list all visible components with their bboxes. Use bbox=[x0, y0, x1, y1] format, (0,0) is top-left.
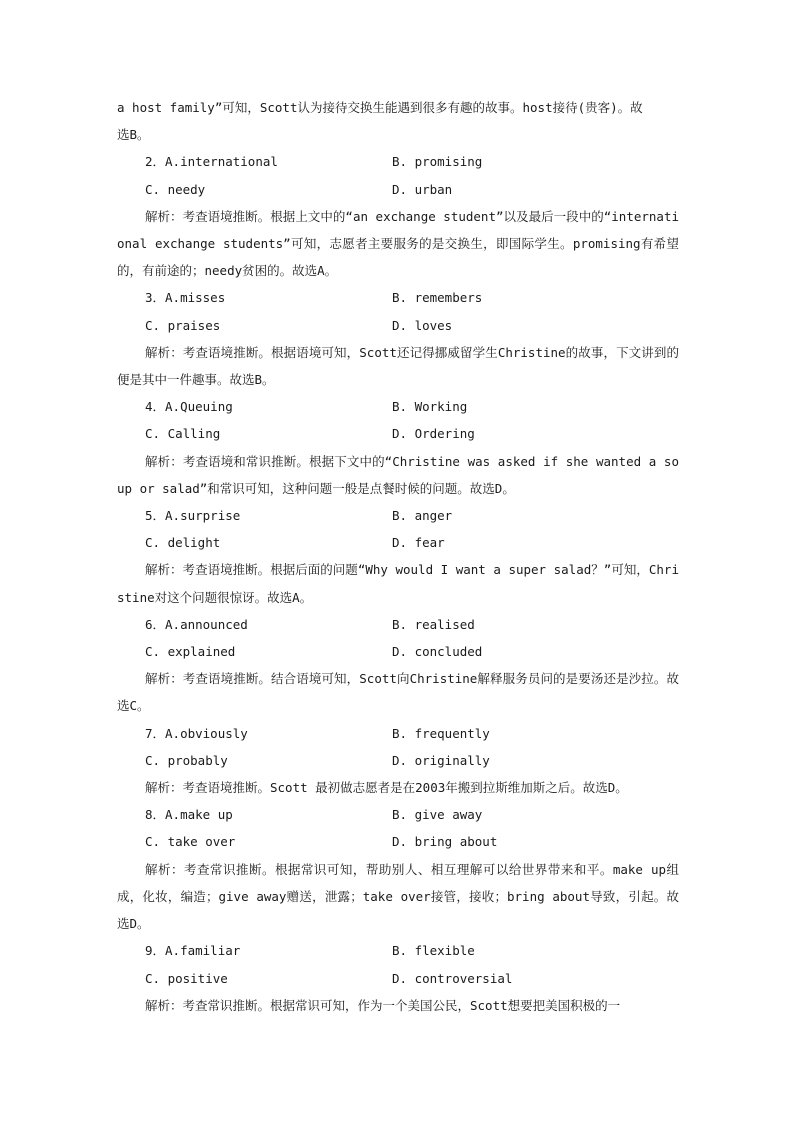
option-a: 6．A.announced bbox=[145, 616, 248, 632]
question-5 bbox=[117, 502, 679, 611]
option-b: B. Working bbox=[392, 399, 468, 415]
option-a: 2．A.international bbox=[145, 154, 278, 170]
options-row bbox=[117, 176, 679, 203]
question-7 bbox=[117, 720, 679, 802]
option-b: B. flexible bbox=[392, 943, 475, 959]
explanation: 解析：考查语境和常识推断。根据下文中的“Christine was asked if she wanted a soup or salad”和常识可知，这种问题一般是点餐时候的问题。故选D。 bbox=[117, 453, 679, 496]
question-6 bbox=[117, 611, 679, 720]
option-b: B. anger bbox=[392, 508, 453, 524]
explanation: 解析：考查语境推断。根据语境可知，Scott还记得挪威留学生Christine的故事，下文讲到的便是其中一件趣事。故选B。 bbox=[117, 344, 679, 388]
options-row bbox=[117, 284, 679, 311]
options-row bbox=[117, 611, 679, 638]
options-row bbox=[117, 965, 679, 992]
question-2 bbox=[117, 148, 679, 284]
option-c: C. probably bbox=[145, 752, 228, 768]
options-row bbox=[117, 720, 679, 747]
options-row bbox=[117, 393, 679, 420]
explanation: 解析：考查语境推断。根据上文中的“an exchange student”以及最后一段中的“international exchange students”可知，志愿者主要服务的是交换生，即国际学生。promising有希望的，有前途的；needy贫困的。故选A。 bbox=[117, 208, 679, 279]
option-d: D. concluded bbox=[392, 644, 483, 660]
option-c: C. needy bbox=[145, 181, 206, 197]
option-c: C. delight bbox=[145, 535, 221, 551]
option-d: D. controversial bbox=[392, 970, 513, 986]
explanation: 解析：考查语境推断。根据后面的问题“Why would I want a super salad？”可知，Christine对这个问题很惊讶。故选A。 bbox=[117, 562, 679, 605]
options-row bbox=[117, 937, 679, 964]
option-c: C. take over bbox=[145, 834, 236, 850]
options-row bbox=[117, 148, 679, 175]
options-row bbox=[117, 420, 679, 447]
question-3 bbox=[117, 284, 679, 393]
question-9 bbox=[117, 937, 679, 1019]
option-b: B. promising bbox=[392, 154, 483, 170]
options-row bbox=[117, 828, 679, 855]
options-row bbox=[117, 638, 679, 665]
option-d: D. Ordering bbox=[392, 426, 475, 442]
options-row bbox=[117, 312, 679, 339]
option-c: C. praises bbox=[145, 317, 221, 333]
options-row bbox=[117, 529, 679, 556]
option-b: B. frequently bbox=[392, 725, 490, 741]
option-d: D. bring about bbox=[392, 834, 498, 850]
question-4 bbox=[117, 393, 679, 502]
options-row bbox=[117, 502, 679, 529]
explanation: 解析：考查常识推断。根据常识可知，帮助别人、相互理解可以给世界带来和平。make up组成，化妆，编造；give away赠送，泄露；take over接管，接收；bring about导致，引起。故选D。 bbox=[117, 861, 679, 932]
option-d: D. fear bbox=[392, 535, 445, 551]
intro-line-2: 选B。 bbox=[117, 127, 150, 143]
intro-line-1: a host family”可知，Scott认为接待交换生能遇到很多有趣的故事。host接待(贵客)。故 bbox=[117, 100, 643, 115]
option-b: B. realised bbox=[392, 616, 475, 632]
option-b: B. give away bbox=[392, 807, 483, 823]
option-c: C. positive bbox=[145, 970, 228, 986]
option-a: 8．A.make up bbox=[145, 807, 233, 823]
option-a: 9．A.familiar bbox=[145, 943, 241, 959]
option-a: 4．A.Queuing bbox=[145, 399, 233, 415]
option-d: D. urban bbox=[392, 181, 453, 197]
option-c: C. Calling bbox=[145, 426, 221, 442]
option-a: 3．A.misses bbox=[145, 290, 226, 306]
explanation: 解析：考查语境推断。Scott 最初做志愿者是在2003年搬到拉斯维加斯之后。故选D。 bbox=[145, 780, 628, 796]
options-row bbox=[117, 747, 679, 774]
document-page bbox=[117, 94, 679, 1019]
question-8 bbox=[117, 801, 679, 937]
option-b: B. remembers bbox=[392, 290, 483, 306]
option-c: C. explained bbox=[145, 644, 236, 660]
option-d: D. originally bbox=[392, 752, 490, 768]
option-a: 5．A.surprise bbox=[145, 508, 241, 524]
option-d: D. loves bbox=[392, 317, 453, 333]
explanation: 解析：考查语境推断。结合语境可知，Scott向Christine解释服务员问的是要汤还是沙拉。故选C。 bbox=[117, 671, 679, 714]
option-a: 7．A.obviously bbox=[145, 725, 248, 741]
explanation: 解析：考查常识推断。根据常识可知，作为一个美国公民，Scott想要把美国积极的一 bbox=[145, 997, 621, 1013]
options-row bbox=[117, 801, 679, 828]
